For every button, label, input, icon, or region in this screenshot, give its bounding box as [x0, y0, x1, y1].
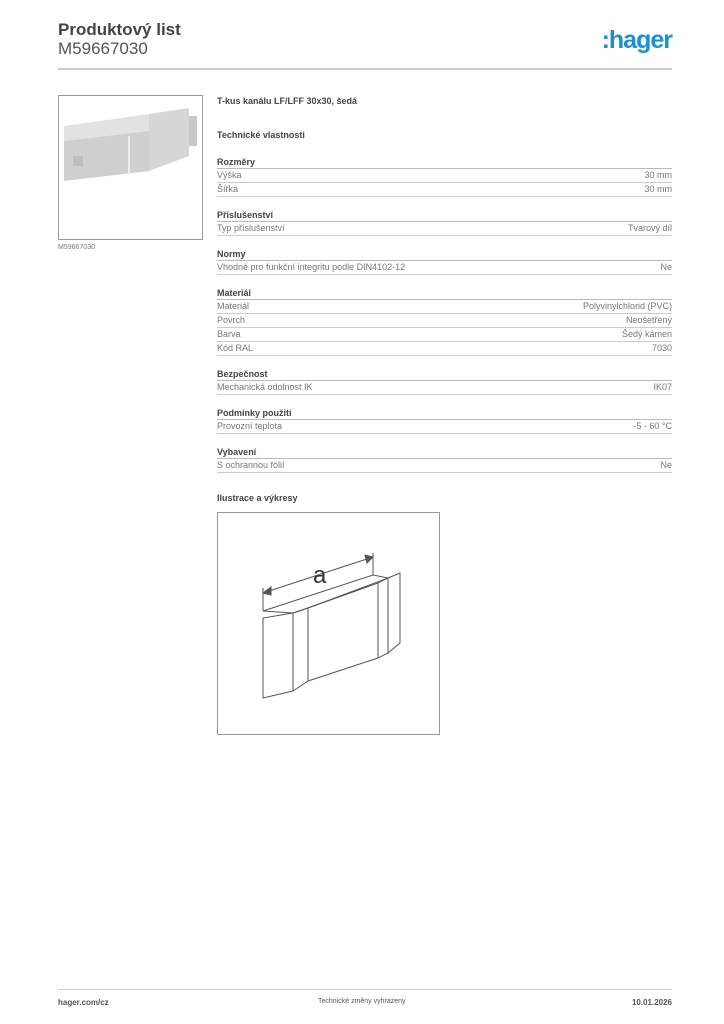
footer-site[interactable]: hager.com/cz [58, 998, 109, 1007]
spec-label: Provozní teplota [217, 421, 283, 431]
page-title: Produktový list [58, 20, 181, 39]
section-heading: Bezpečnost [217, 368, 672, 381]
spec-label: Šířka [217, 184, 239, 194]
product-code: M59667030 [58, 39, 148, 58]
spec-value: 30 mm [644, 170, 672, 180]
tech-heading: Technické vlastnosti [217, 130, 305, 140]
spec-value: Neošetřený [625, 315, 672, 325]
section-heading: Normy [217, 248, 672, 261]
spec-section [217, 407, 672, 434]
section-heading: Podmínky použití [217, 407, 672, 420]
spec-row [217, 169, 672, 183]
spec-label: Vhodné pro funkční integritu podle DIN4102-12 [217, 262, 406, 272]
spec-value: 30 mm [644, 184, 672, 194]
specs [217, 96, 672, 503]
header-divider [58, 68, 672, 70]
spec-value: Šedý kámen [621, 329, 672, 339]
image-caption: M59667030 [58, 244, 95, 251]
spec-value: Ne [660, 460, 672, 470]
spec-value: IK07 [653, 382, 672, 392]
spec-label: S ochrannou fólií [217, 460, 285, 470]
spec-label: Mechanická odolnost IK [217, 382, 313, 392]
spec-section [217, 209, 672, 236]
product-image [58, 95, 203, 240]
spec-label: Typ příslušenství [217, 223, 285, 233]
spec-value: -5 - 60 °C [633, 421, 672, 431]
spec-row [217, 342, 672, 356]
section-heading: Materiál [217, 287, 672, 300]
spec-section [217, 446, 672, 473]
spec-value: 7030 [651, 343, 672, 353]
logo-text: hager [608, 26, 672, 54]
spec-label: Výška [217, 170, 242, 180]
spec-row [217, 381, 672, 395]
hager-logo: :hager [601, 26, 672, 54]
spec-row [217, 261, 672, 275]
section-heading: Příslušenství [217, 209, 672, 222]
spec-value: Ne [660, 262, 672, 272]
spec-label: Povrch [217, 315, 246, 325]
dimension-label: a [313, 562, 327, 589]
spec-row [217, 300, 672, 314]
spec-value: Tvarový díl [627, 223, 672, 233]
footer-divider [58, 989, 672, 990]
spec-row [217, 314, 672, 328]
product-title: T-kus kanálu LF/LFF 30x30, šedá [217, 96, 358, 106]
spec-label: Materiál [217, 301, 250, 311]
spec-row [217, 222, 672, 236]
footer-note: Technické změny vyhrazeny [318, 998, 406, 1005]
spec-row [217, 328, 672, 342]
footer-date: 10.01.2026 [631, 998, 672, 1007]
spec-label: Barva [217, 329, 241, 339]
spec-row [217, 420, 672, 434]
spec-label: Kód RAL [217, 343, 254, 353]
spec-row [217, 183, 672, 197]
spec-section [217, 287, 672, 356]
spec-section [217, 156, 672, 197]
illustration-heading: Ilustrace a výkresy [217, 493, 298, 503]
technical-drawing [217, 512, 440, 735]
spec-row [217, 459, 672, 473]
section-heading: Vybavení [217, 446, 672, 459]
spec-section [217, 368, 672, 395]
spec-value: Polyvinylchlorid (PVC) [582, 301, 672, 311]
section-heading: Rozměry [217, 156, 672, 169]
spec-section [217, 248, 672, 275]
